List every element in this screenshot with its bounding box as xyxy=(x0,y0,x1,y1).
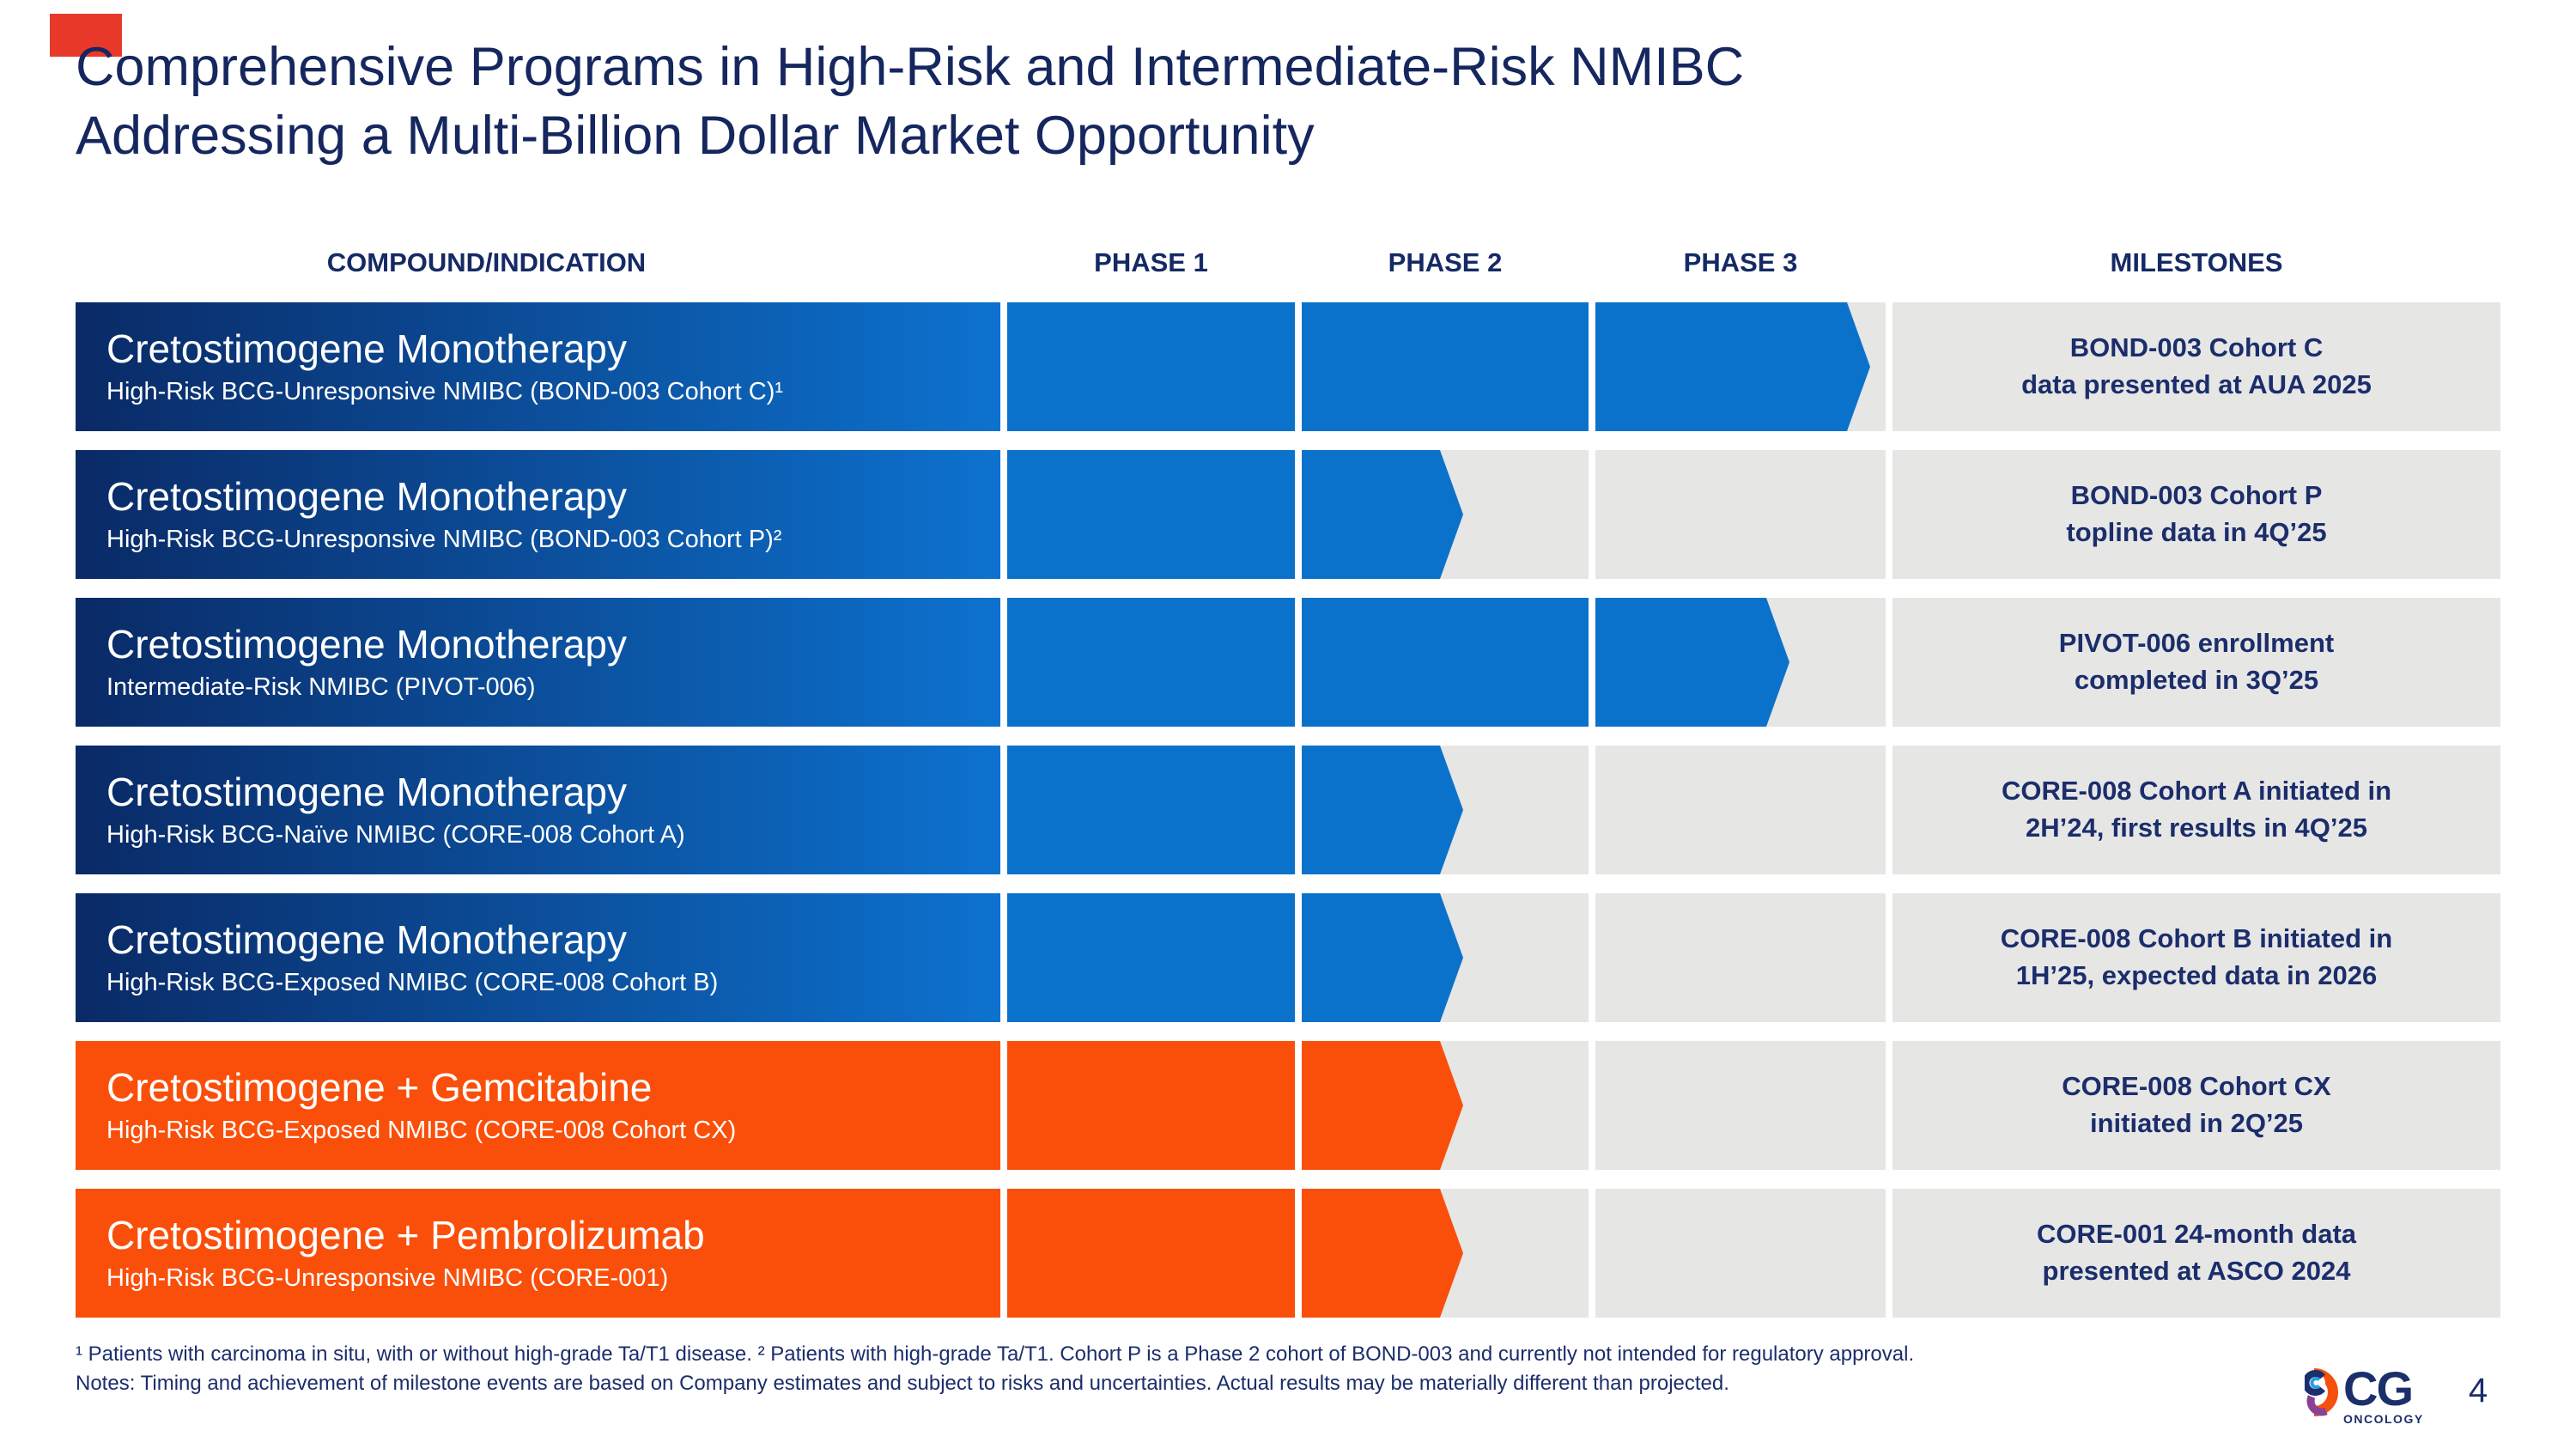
phase2-track xyxy=(1302,1041,1589,1170)
program-label xyxy=(76,746,1000,874)
phase1-track xyxy=(1007,598,1295,727)
phase1-track xyxy=(1007,302,1295,431)
milestone-box xyxy=(1893,746,2500,874)
program-indication: Intermediate-Risk NMIBC (PIVOT-006) xyxy=(106,673,536,702)
phase3-bar-arrow xyxy=(1595,302,1870,431)
phase2-bar-arrow xyxy=(1302,450,1463,579)
program-label xyxy=(76,1189,1000,1318)
milestone-line: completed in 3Q’25 xyxy=(2074,665,2319,695)
milestone-line: BOND-003 Cohort P xyxy=(2070,480,2323,511)
phase2-bar-arrow xyxy=(1302,1041,1463,1170)
phase1-track xyxy=(1007,1189,1295,1318)
program-label xyxy=(76,598,1000,727)
milestone-box xyxy=(1893,302,2500,431)
footnote-line1: ¹ Patients with carcinoma in situ, with or without high-grade Ta/T1 disease. ² Patients with high-grade Ta/T1. Cohort P is a Phase 2 cohort of BOND-003 and currently not intended for regulatory approval. xyxy=(76,1342,1915,1366)
phase3-track xyxy=(1595,893,1886,1022)
column-header-milestones: MILESTONES xyxy=(2110,247,2283,277)
milestone-line: BOND-003 Cohort C xyxy=(2069,332,2324,363)
column-header-phase2: PHASE 2 xyxy=(1388,247,1503,277)
program-name: Cretostimogene + Gemcitabine xyxy=(106,1064,653,1110)
phase2-track xyxy=(1302,893,1589,1022)
pipeline-row-core001 xyxy=(76,1189,2500,1318)
program-label xyxy=(76,1041,1000,1170)
phase3-track xyxy=(1595,746,1886,874)
program-indication: High-Risk BCG-Exposed NMIBC (CORE-008 Cohort B) xyxy=(106,969,719,997)
slide-title xyxy=(76,33,1744,170)
page-number: 4 xyxy=(2468,1372,2488,1409)
program-name: Cretostimogene Monotherapy xyxy=(106,473,627,519)
milestone-line: data presented at AUA 2025 xyxy=(2021,369,2372,399)
logo-cg-text: CG xyxy=(2343,1361,2412,1416)
phase2-track xyxy=(1302,1189,1589,1318)
phase3-bar-arrow xyxy=(1595,598,1789,727)
milestone-box xyxy=(1893,1189,2500,1318)
milestone-line: CORE-001 24-month data xyxy=(2036,1219,2357,1250)
cg-oncology-logo xyxy=(2305,1361,2424,1427)
phase3-track xyxy=(1595,302,1886,431)
program-indication: High-Risk BCG-Unresponsive NMIBC (BOND-003 Cohort P)² xyxy=(106,526,782,554)
program-indication: High-Risk BCG-Unresponsive NMIBC (BOND-003 Cohort C)¹ xyxy=(106,378,784,406)
milestone-line: initiated in 2Q’25 xyxy=(2089,1108,2304,1138)
phase1-bar xyxy=(1007,302,1295,431)
pipeline-row-bond003-cohort-p xyxy=(76,450,2500,579)
phase2-bar xyxy=(1302,598,1589,727)
column-header-compound-indication: COMPOUND/INDICATION xyxy=(326,247,647,277)
program-label xyxy=(76,893,1000,1022)
phase2-bar-arrow xyxy=(1302,893,1463,1022)
program-indication: High-Risk BCG-Naïve NMIBC (CORE-008 Cohort A) xyxy=(106,821,685,849)
footnotes xyxy=(76,1340,2300,1397)
phase1-track xyxy=(1007,1041,1295,1170)
milestone-box xyxy=(1893,1041,2500,1170)
slide-title-line2: Addressing a Multi-Billion Dollar Market Opportunity xyxy=(76,106,1315,166)
pipeline-row-core008-cohort-b xyxy=(76,893,2500,1022)
program-label xyxy=(76,450,1000,579)
logo-oncology-text: ONCOLOGY xyxy=(2343,1412,2424,1427)
phase1-bar xyxy=(1007,746,1295,874)
phase3-track xyxy=(1595,450,1886,579)
program-indication: High-Risk BCG-Unresponsive NMIBC (CORE-001) xyxy=(106,1264,669,1293)
milestone-line: CORE-008 Cohort CX xyxy=(2062,1071,2331,1102)
milestone-box xyxy=(1893,893,2500,1022)
milestone-line: presented at ASCO 2024 xyxy=(2042,1256,2351,1286)
pipeline-row-pivot006 xyxy=(76,598,2500,727)
phase2-track xyxy=(1302,302,1589,431)
milestone-box xyxy=(1893,598,2500,727)
program-name: Cretostimogene Monotherapy xyxy=(106,916,627,962)
phase1-bar xyxy=(1007,450,1295,579)
milestone-line: CORE-008 Cohort B initiated in xyxy=(2000,923,2393,954)
phase2-track xyxy=(1302,450,1589,579)
phase2-track xyxy=(1302,598,1589,727)
pipeline-grid xyxy=(76,302,2500,1318)
phase1-bar xyxy=(1007,598,1295,727)
phase2-bar-arrow xyxy=(1302,746,1463,874)
phase3-track xyxy=(1595,1041,1886,1170)
phase2-track xyxy=(1302,746,1589,874)
milestone-line: PIVOT-006 enrollment xyxy=(2058,628,2335,659)
cg-oncology-logo-mark-icon xyxy=(2305,1366,2339,1419)
phase1-track xyxy=(1007,450,1295,579)
footnote-line2: Notes: Timing and achievement of milestone events are based on Company estimates and subject to risks and uncertainties. Actual results may be materially different than projected. xyxy=(76,1371,1729,1395)
phase1-track xyxy=(1007,893,1295,1022)
milestone-line: CORE-008 Cohort A initiated in xyxy=(2001,776,2392,807)
pipeline-row-core008-cohort-a xyxy=(76,746,2500,874)
phase1-bar xyxy=(1007,1041,1295,1170)
milestone-line: topline data in 4Q’25 xyxy=(2066,517,2327,547)
phase1-bar xyxy=(1007,893,1295,1022)
phase2-bar-arrow xyxy=(1302,1189,1463,1318)
program-label xyxy=(76,302,1000,431)
pipeline-row-core008-cohort-cx xyxy=(76,1041,2500,1170)
milestone-line: 1H’25, expected data in 2026 xyxy=(2015,960,2378,990)
column-header-phase3: PHASE 3 xyxy=(1683,247,1798,277)
program-name: Cretostimogene Monotherapy xyxy=(106,326,627,371)
phase1-track xyxy=(1007,746,1295,874)
pipeline-row-bond003-cohort-c xyxy=(76,302,2500,431)
column-header-phase1: PHASE 1 xyxy=(1094,247,1208,277)
cg-oncology-logo-text xyxy=(2343,1361,2424,1427)
milestone-line: 2H’24, first results in 4Q’25 xyxy=(2025,813,2367,843)
program-indication: High-Risk BCG-Exposed NMIBC (CORE-008 Cohort CX) xyxy=(106,1117,737,1145)
phase3-track xyxy=(1595,598,1886,727)
program-name: Cretostimogene + Pembrolizumab xyxy=(106,1212,705,1257)
slide-title-line1: Comprehensive Programs in High-Risk and Intermediate-Risk NMIBC xyxy=(76,37,1745,97)
program-name: Cretostimogene Monotherapy xyxy=(106,769,627,814)
milestone-box xyxy=(1893,450,2500,579)
phase1-bar xyxy=(1007,1189,1295,1318)
phase3-track xyxy=(1595,1189,1886,1318)
program-name: Cretostimogene Monotherapy xyxy=(106,621,627,667)
phase2-bar xyxy=(1302,302,1589,431)
